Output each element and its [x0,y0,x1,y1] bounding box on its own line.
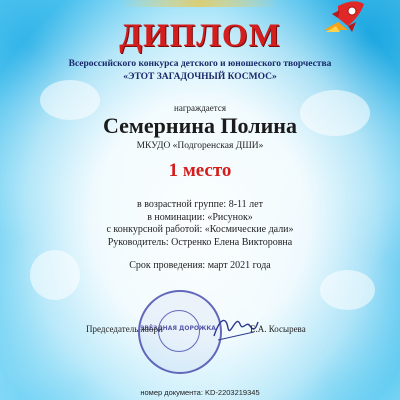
award-details [0,199,400,249]
header-ribbon [120,0,280,7]
recipient-name: Семернина Полина [103,113,297,138]
chair-name: Е.А. Косырева [250,324,306,334]
chair-label: Председатель жюри [86,324,163,334]
age-group: в возрастной группе: 8-11 лет [137,199,263,210]
place-award: 1 место [168,160,232,181]
supervisor: Руководитель: Остренко Елена Викторовна [107,236,293,248]
paint-splash [30,250,80,300]
contest-line-2: «ЭТОТ ЗАГАДОЧНЫЙ КОСМОС» [123,72,277,82]
seal-text: ЗВЁЗДНАЯ ДОРОЖКА [140,325,216,332]
awarded-label: награждается [174,103,226,113]
contest-line-1: Всероссийского конкурса детского и юношеского творчества [68,59,332,69]
contest-period: Срок проведения: март 2021 года [129,260,271,271]
work-title: с конкурсной работой: «Космические дали» [106,224,294,235]
nomination: в номинации: «Рисунок» [147,211,253,223]
contest-name [0,58,400,84]
diploma-title: ДИПЛОМ [119,18,281,54]
document-number: номер документа: KD-2203219345 [140,388,260,397]
organization: МКУДО «Подгоренская ДШИ» [136,141,264,151]
paint-splash [320,270,375,310]
